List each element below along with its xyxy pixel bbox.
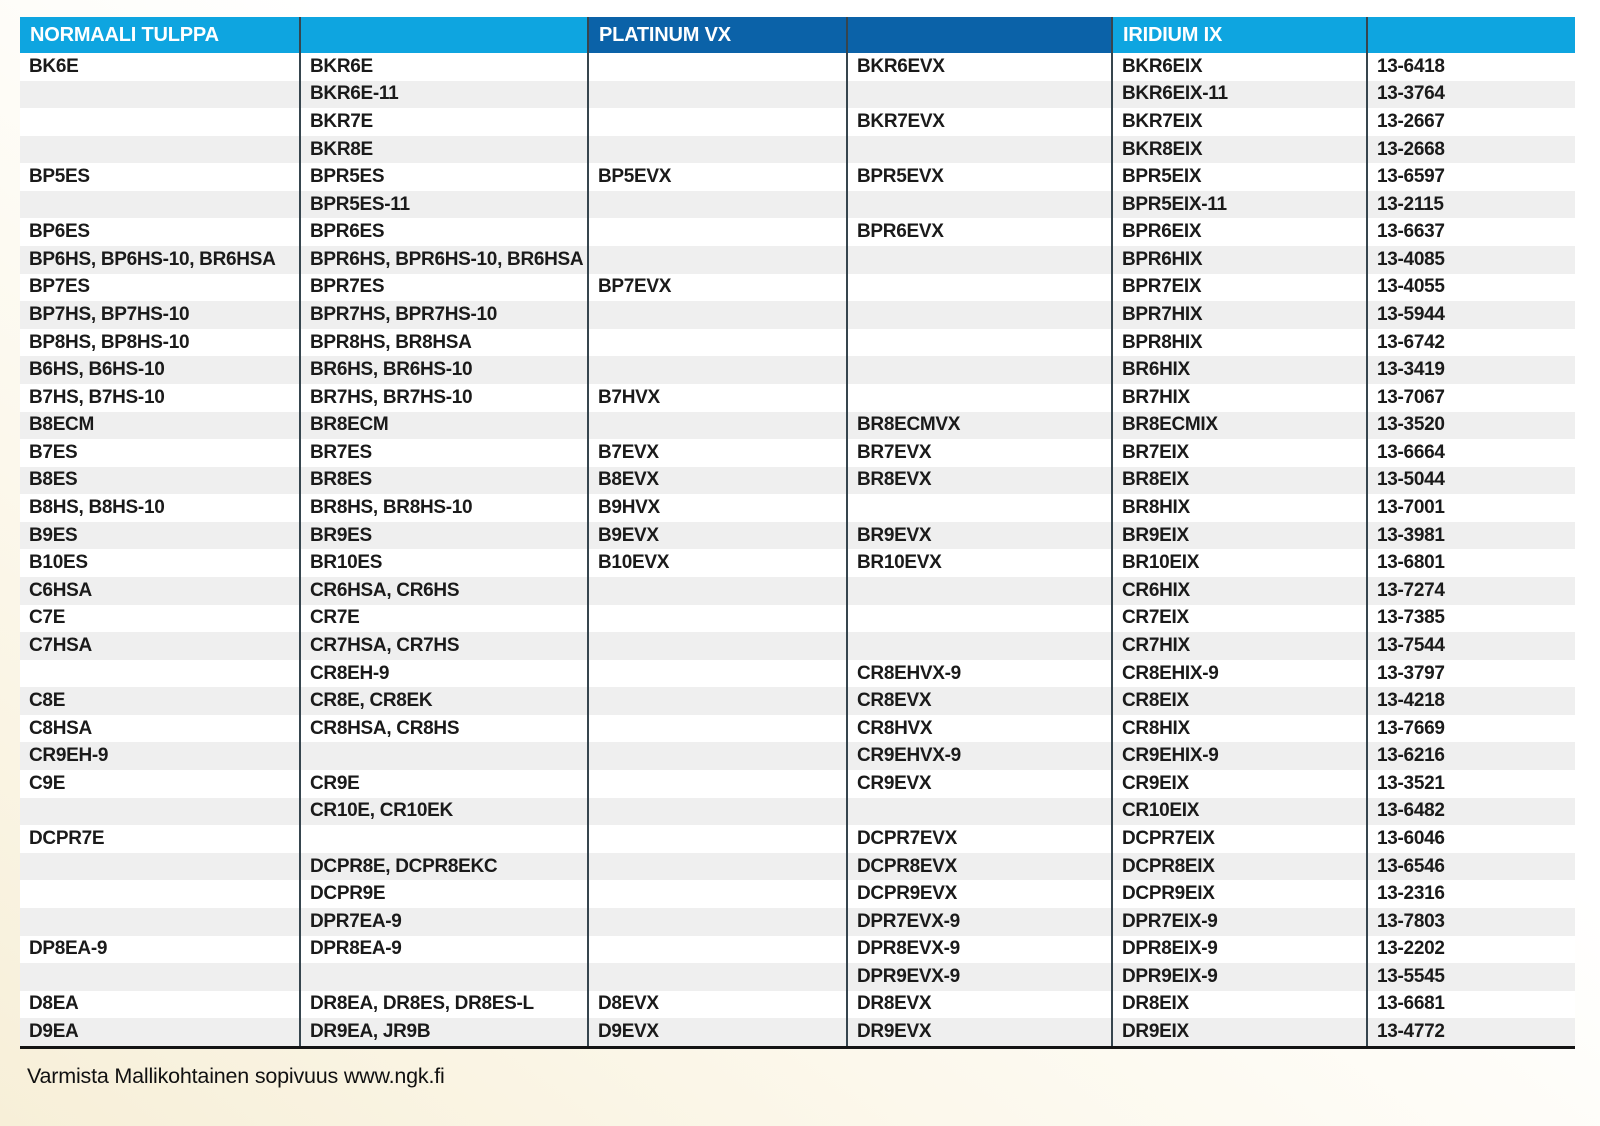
plug-model-cell: BPR6EVX	[848, 218, 1113, 246]
plug-model-cell	[20, 108, 301, 136]
plug-model-cell: BR9ES	[301, 522, 589, 550]
plug-model-cell: BR9EIX	[1113, 522, 1368, 550]
plug-model-cell: DPR8EVX-9	[848, 936, 1113, 964]
plug-model-cell: BKR6EIX-11	[1113, 81, 1368, 109]
plug-model-cell: DCPR9E	[301, 880, 589, 908]
plug-model-cell	[20, 660, 301, 688]
plug-model-cell: BR8EVX	[848, 467, 1113, 495]
plug-model-cell: CR6HSA, CR6HS	[301, 577, 589, 605]
plug-model-cell: DPR7EVX-9	[848, 908, 1113, 936]
plug-model-cell: BK6E	[20, 53, 301, 81]
part-number-cell: 13-6546	[1377, 855, 1445, 877]
plug-model-cell: DCPR9EVX	[848, 880, 1113, 908]
plug-model-cell	[301, 742, 589, 770]
part-number-cell: 13-6742	[1377, 331, 1445, 353]
plug-model-cell: CR8HSA, CR8HS	[301, 715, 589, 743]
plug-model-cell: BR7EIX	[1113, 439, 1368, 467]
part-number-cell: 13-6597	[1377, 166, 1445, 188]
plug-model-cell	[848, 798, 1113, 826]
plug-model-cell: C6HSA	[20, 577, 301, 605]
plug-model-cell	[848, 577, 1113, 605]
header-normaali-resistor	[301, 17, 589, 53]
plug-model-cell: BPR5EIX-11	[1113, 191, 1368, 219]
plug-model-cell: BP6ES	[20, 218, 301, 246]
plug-model-cell: DR8EA, DR8ES, DR8ES-L	[301, 991, 589, 1019]
part-number-cell: 13-3521	[1377, 772, 1445, 794]
part-number-cell: 13-5044	[1377, 469, 1445, 491]
table-row	[20, 880, 1575, 908]
table-row	[20, 384, 1575, 412]
table-row	[20, 853, 1575, 881]
plug-model-cell: DP8EA-9	[20, 936, 301, 964]
table-row	[20, 136, 1575, 164]
plug-model-cell: BR8ECMIX	[1113, 412, 1368, 440]
plug-model-cell	[848, 356, 1113, 384]
plug-model-cell: CR9EHIX-9	[1113, 742, 1368, 770]
plug-model-cell: BR10EIX	[1113, 549, 1368, 577]
plug-model-cell	[589, 687, 848, 715]
plug-model-cell	[301, 963, 589, 991]
plug-model-cell: DR9EIX	[1113, 1018, 1368, 1046]
plug-model-cell: CR7HIX	[1113, 632, 1368, 660]
part-number-cell: 13-4055	[1377, 276, 1445, 298]
plug-model-cell: BKR6EIX	[1113, 53, 1368, 81]
plug-model-cell: DCPR8EIX	[1113, 853, 1368, 881]
plug-model-cell: BPR5EVX	[848, 163, 1113, 191]
table-row	[20, 908, 1575, 936]
plug-model-cell: B7ES	[20, 439, 301, 467]
plug-model-cell	[589, 218, 848, 246]
plug-model-cell: DR9EA, JR9B	[301, 1018, 589, 1046]
spark-plug-cross-reference-table	[20, 17, 1575, 1049]
table-row	[20, 936, 1575, 964]
plug-model-cell: BPR5ES	[301, 163, 589, 191]
plug-model-cell: C8E	[20, 687, 301, 715]
plug-model-cell: BPR8HS, BR8HSA	[301, 329, 589, 357]
table-row	[20, 522, 1575, 550]
plug-model-cell: B8HS, B8HS-10	[20, 494, 301, 522]
plug-model-cell: BKR6E-11	[301, 81, 589, 109]
plug-model-cell: C7E	[20, 605, 301, 633]
plug-model-cell: B7HVX	[589, 384, 848, 412]
plug-model-cell	[589, 908, 848, 936]
footer-note	[27, 1064, 445, 1089]
plug-model-cell: CR7EIX	[1113, 605, 1368, 633]
plug-model-cell: DCPR7E	[20, 825, 301, 853]
plug-model-cell: BR8EIX	[1113, 467, 1368, 495]
plug-model-cell: DCPR7EIX	[1113, 825, 1368, 853]
plug-model-cell: B10ES	[20, 549, 301, 577]
part-number-cell: 13-4085	[1377, 248, 1445, 270]
plug-model-cell	[589, 191, 848, 219]
part-number-cell: 13-6418	[1377, 55, 1445, 77]
plug-model-cell	[848, 329, 1113, 357]
plug-model-cell	[589, 880, 848, 908]
plug-model-cell	[589, 53, 848, 81]
plug-model-cell	[589, 770, 848, 798]
table-row	[20, 660, 1575, 688]
part-number-cell: 13-7803	[1377, 910, 1445, 932]
plug-model-cell: CR8HVX	[848, 715, 1113, 743]
plug-model-cell: BP7EVX	[589, 274, 848, 302]
plug-model-cell: B9EVX	[589, 522, 848, 550]
plug-model-cell: DPR9EVX-9	[848, 963, 1113, 991]
plug-model-cell: B6HS, B6HS-10	[20, 356, 301, 384]
table-row	[20, 191, 1575, 219]
part-number-cell: 13-4218	[1377, 690, 1445, 712]
plug-model-cell: BR6HIX	[1113, 356, 1368, 384]
plug-model-cell: CR8EIX	[1113, 687, 1368, 715]
plug-model-cell: BR6HS, BR6HS-10	[301, 356, 589, 384]
table-row	[20, 163, 1575, 191]
plug-model-cell	[589, 963, 848, 991]
plug-model-cell	[848, 494, 1113, 522]
plug-model-cell: B9HVX	[589, 494, 848, 522]
plug-model-cell	[20, 81, 301, 109]
table-row	[20, 549, 1575, 577]
plug-model-cell	[589, 936, 848, 964]
plug-model-cell: B7HS, B7HS-10	[20, 384, 301, 412]
plug-model-cell	[848, 605, 1113, 633]
table-row	[20, 798, 1575, 826]
header-part-number	[1368, 17, 1575, 53]
plug-model-cell	[589, 329, 848, 357]
part-number-cell: 13-3797	[1377, 662, 1445, 684]
plug-model-cell	[848, 274, 1113, 302]
plug-model-cell	[20, 191, 301, 219]
plug-model-cell: CR8EVX	[848, 687, 1113, 715]
table-row	[20, 1018, 1575, 1046]
plug-model-cell: BPR8HIX	[1113, 329, 1368, 357]
plug-model-cell: DCPR8E, DCPR8EKC	[301, 853, 589, 881]
plug-model-cell: BPR6HS, BPR6HS-10, BR6HSA	[301, 246, 589, 274]
part-number-cell: 13-5944	[1377, 303, 1445, 325]
plug-model-cell	[589, 632, 848, 660]
part-number-cell: 13-3419	[1377, 359, 1445, 381]
header-platinum-resistor	[848, 17, 1113, 53]
plug-model-cell	[20, 136, 301, 164]
plug-model-cell: CR8HIX	[1113, 715, 1368, 743]
plug-model-cell	[589, 301, 848, 329]
table-row	[20, 825, 1575, 853]
table-row	[20, 81, 1575, 109]
plug-model-cell: BP5EVX	[589, 163, 848, 191]
plug-model-cell: B8ES	[20, 467, 301, 495]
plug-model-cell	[848, 384, 1113, 412]
table-row	[20, 439, 1575, 467]
plug-model-cell: B10EVX	[589, 549, 848, 577]
plug-model-cell: CR9EVX	[848, 770, 1113, 798]
plug-model-cell: DPR8EIX-9	[1113, 936, 1368, 964]
plug-model-cell: CR8E, CR8EK	[301, 687, 589, 715]
plug-model-cell: BPR7HIX	[1113, 301, 1368, 329]
plug-model-cell	[589, 81, 848, 109]
plug-model-cell	[20, 908, 301, 936]
plug-model-cell	[589, 825, 848, 853]
plug-model-cell: CR8EH-9	[301, 660, 589, 688]
plug-model-cell: C7HSA	[20, 632, 301, 660]
table-header-row	[20, 17, 1575, 53]
plug-model-cell	[20, 880, 301, 908]
plug-model-cell: BKR8E	[301, 136, 589, 164]
part-number-cell: 13-7385	[1377, 607, 1445, 629]
plug-model-cell	[589, 853, 848, 881]
plug-model-cell: C9E	[20, 770, 301, 798]
plug-model-cell	[589, 605, 848, 633]
footer-note-text: Varmista Mallikohtainen sopivuus www.ngk.fi	[27, 1064, 445, 1088]
part-number-cell: 13-7544	[1377, 634, 1445, 656]
part-number-cell: 13-3981	[1377, 524, 1445, 546]
plug-model-cell: BP7ES	[20, 274, 301, 302]
part-number-cell: 13-3764	[1377, 83, 1445, 105]
plug-model-cell	[848, 632, 1113, 660]
table-row	[20, 991, 1575, 1019]
plug-model-cell: DR8EIX	[1113, 991, 1368, 1019]
table-row	[20, 632, 1575, 660]
table-row	[20, 577, 1575, 605]
part-number-cell: 13-6664	[1377, 441, 1445, 463]
part-number-cell: 13-7001	[1377, 497, 1445, 519]
plug-model-cell: D9EVX	[589, 1018, 848, 1046]
plug-model-cell	[589, 742, 848, 770]
plug-model-cell	[848, 191, 1113, 219]
part-number-cell: 13-7067	[1377, 386, 1445, 408]
header-iridium-ix: IRIDIUM IX	[1113, 17, 1368, 53]
plug-model-cell	[589, 412, 848, 440]
table-row	[20, 274, 1575, 302]
plug-model-cell: BR7HIX	[1113, 384, 1368, 412]
plug-model-cell: BPR6HIX	[1113, 246, 1368, 274]
plug-model-cell: DCPR8EVX	[848, 853, 1113, 881]
plug-model-cell: BKR7EVX	[848, 108, 1113, 136]
plug-model-cell	[589, 356, 848, 384]
plug-model-cell: CR9EIX	[1113, 770, 1368, 798]
table-row	[20, 605, 1575, 633]
plug-model-cell: DCPR9EIX	[1113, 880, 1368, 908]
plug-model-cell	[589, 798, 848, 826]
plug-model-cell: DR8EVX	[848, 991, 1113, 1019]
plug-model-cell: BR8HIX	[1113, 494, 1368, 522]
table-row	[20, 108, 1575, 136]
part-number-cell: 13-7274	[1377, 579, 1445, 601]
plug-model-cell: D8EA	[20, 991, 301, 1019]
plug-model-cell: CR9E	[301, 770, 589, 798]
plug-model-cell: CR6HIX	[1113, 577, 1368, 605]
plug-model-cell: BR8ECMVX	[848, 412, 1113, 440]
part-number-cell: 13-2115	[1377, 193, 1444, 215]
header-normaali-tulppa: NORMAALI TULPPA	[20, 17, 301, 53]
plug-model-cell: BR10ES	[301, 549, 589, 577]
table-row	[20, 218, 1575, 246]
plug-model-cell: C8HSA	[20, 715, 301, 743]
plug-model-cell: CR10EIX	[1113, 798, 1368, 826]
plug-model-cell: BPR6EIX	[1113, 218, 1368, 246]
plug-model-cell: BKR7E	[301, 108, 589, 136]
plug-model-cell	[589, 246, 848, 274]
plug-model-cell: D8EVX	[589, 991, 848, 1019]
part-number-cell: 13-7669	[1377, 717, 1445, 739]
plug-model-cell	[848, 81, 1113, 109]
plug-model-cell: CR9EHVX-9	[848, 742, 1113, 770]
table-row	[20, 687, 1575, 715]
part-number-cell: 13-3520	[1377, 414, 1445, 436]
plug-model-cell: CR10E, CR10EK	[301, 798, 589, 826]
table-row	[20, 742, 1575, 770]
plug-model-cell	[848, 136, 1113, 164]
plug-model-cell: B8EVX	[589, 467, 848, 495]
part-number-cell: 13-6681	[1377, 993, 1445, 1015]
plug-model-cell: BPR7ES	[301, 274, 589, 302]
table-row	[20, 494, 1575, 522]
plug-model-cell: DPR7EIX-9	[1113, 908, 1368, 936]
plug-model-cell: BR8ES	[301, 467, 589, 495]
plug-model-cell: CR8EHIX-9	[1113, 660, 1368, 688]
plug-model-cell: BR7EVX	[848, 439, 1113, 467]
plug-model-cell: CR9EH-9	[20, 742, 301, 770]
plug-model-cell	[20, 963, 301, 991]
part-number-cell: 13-6482	[1377, 800, 1445, 822]
header-platinum-vx: PLATINUM VX	[589, 17, 848, 53]
plug-model-cell: BR9EVX	[848, 522, 1113, 550]
plug-model-cell: BPR6ES	[301, 218, 589, 246]
plug-model-cell: D9EA	[20, 1018, 301, 1046]
plug-model-cell: CR7HSA, CR7HS	[301, 632, 589, 660]
plug-model-cell	[589, 577, 848, 605]
plug-model-cell: BPR5EIX	[1113, 163, 1368, 191]
plug-model-cell: B7EVX	[589, 439, 848, 467]
plug-model-cell	[589, 108, 848, 136]
plug-model-cell: BR8ECM	[301, 412, 589, 440]
plug-model-cell: BKR8EIX	[1113, 136, 1368, 164]
table-row	[20, 246, 1575, 274]
plug-model-cell: BP5ES	[20, 163, 301, 191]
plug-model-cell	[848, 301, 1113, 329]
plug-model-cell: DCPR7EVX	[848, 825, 1113, 853]
plug-model-cell	[20, 853, 301, 881]
plug-model-cell: BR7HS, BR7HS-10	[301, 384, 589, 412]
plug-model-cell: BP7HS, BP7HS-10	[20, 301, 301, 329]
part-number-cell: 13-2316	[1377, 883, 1445, 905]
part-number-cell: 13-5545	[1377, 965, 1445, 987]
plug-model-cell: CR7E	[301, 605, 589, 633]
plug-model-cell	[589, 660, 848, 688]
part-number-cell: 13-2667	[1377, 110, 1445, 132]
part-number-cell: 13-6046	[1377, 827, 1445, 849]
table-row	[20, 715, 1575, 743]
plug-model-cell: B8ECM	[20, 412, 301, 440]
plug-model-cell: BR8HS, BR8HS-10	[301, 494, 589, 522]
plug-model-cell: DPR7EA-9	[301, 908, 589, 936]
plug-model-cell	[589, 715, 848, 743]
plug-model-cell: BR10EVX	[848, 549, 1113, 577]
table-row	[20, 963, 1575, 991]
plug-model-cell	[20, 798, 301, 826]
plug-model-cell: B9ES	[20, 522, 301, 550]
table-body	[20, 53, 1575, 1046]
part-number-cell: 13-6637	[1377, 221, 1445, 243]
part-number-cell: 13-6216	[1377, 745, 1445, 767]
table-row	[20, 53, 1575, 81]
table-row	[20, 770, 1575, 798]
plug-model-cell	[848, 246, 1113, 274]
part-number-cell: 13-2202	[1377, 938, 1445, 960]
plug-model-cell	[301, 825, 589, 853]
plug-model-cell: BPR5ES-11	[301, 191, 589, 219]
plug-model-cell: BKR6E	[301, 53, 589, 81]
plug-model-cell: BR7ES	[301, 439, 589, 467]
plug-model-cell: BPR7EIX	[1113, 274, 1368, 302]
plug-model-cell: DPR8EA-9	[301, 936, 589, 964]
plug-model-cell: BPR7HS, BPR7HS-10	[301, 301, 589, 329]
plug-model-cell: BP6HS, BP6HS-10, BR6HSA	[20, 246, 301, 274]
table-row	[20, 356, 1575, 384]
plug-model-cell: DR9EVX	[848, 1018, 1113, 1046]
plug-model-cell: CR8EHVX-9	[848, 660, 1113, 688]
plug-model-cell: BKR6EVX	[848, 53, 1113, 81]
table-row	[20, 301, 1575, 329]
table-row	[20, 467, 1575, 495]
table-row	[20, 329, 1575, 357]
part-number-cell: 13-6801	[1377, 552, 1445, 574]
plug-model-cell: DPR9EIX-9	[1113, 963, 1368, 991]
plug-model-cell: BP8HS, BP8HS-10	[20, 329, 301, 357]
part-number-cell: 13-2668	[1377, 138, 1445, 160]
plug-model-cell: BKR7EIX	[1113, 108, 1368, 136]
part-number-cell: 13-4772	[1377, 1021, 1445, 1043]
table-row	[20, 412, 1575, 440]
plug-model-cell	[589, 136, 848, 164]
